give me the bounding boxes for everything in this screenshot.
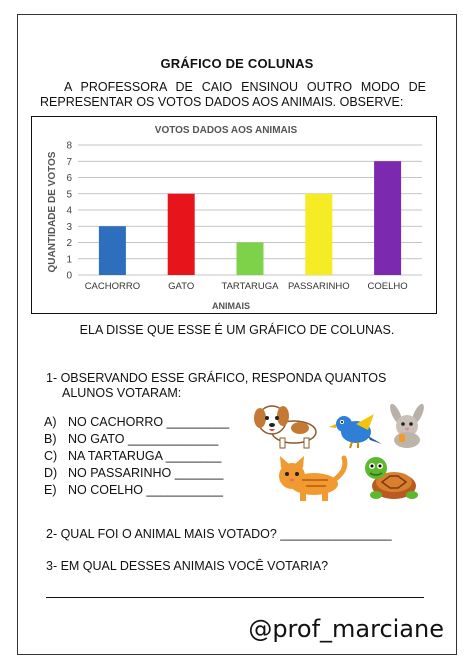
bird-icon	[328, 410, 384, 450]
chart-title: VOTOS DADOS AOS ANIMAIS	[154, 125, 298, 136]
bar-cachorro	[99, 226, 126, 275]
question-3: 3- EM QUAL DESSES ANIMAIS VOCÊ VOTARIA?	[46, 559, 329, 573]
option-letter: B)	[44, 432, 57, 446]
dog-icon	[252, 400, 322, 450]
option-letter: D)	[44, 466, 58, 480]
y-tick-label: 3	[66, 221, 72, 233]
option-text: NO GATO _____________	[68, 432, 219, 446]
option-text: NO CACHORRO _________	[68, 415, 230, 429]
question-2: 2- QUAL FOI O ANIMAL MAIS VOTADO? ________________	[46, 527, 392, 541]
chart-bars	[99, 161, 401, 275]
option-text: NA TARTARUGA ________	[68, 449, 222, 463]
chart-svg	[32, 117, 438, 315]
x-tick-label: GATO	[168, 281, 195, 292]
page-title: GRÁFICO DE COLUNAS	[160, 56, 314, 71]
question-1-continued: ALUNOS VOTARAM:	[62, 386, 182, 400]
answer-options	[44, 414, 229, 499]
option-letter: C)	[44, 449, 58, 463]
intro-line-1: A PROFESSORA DE CAIO ENSINOU OUTRO MODO DE	[64, 80, 426, 94]
bar-chart	[31, 116, 437, 314]
y-tick-label: 8	[66, 140, 72, 152]
intro-line-2: REPRESENTAR OS VOTOS DADOS AOS ANIMAIS. OBSERVE:	[40, 95, 404, 109]
y-tick-label: 2	[66, 238, 72, 249]
option-text: NO COELHO ___________	[68, 483, 223, 497]
x-tick-label: CACHORRO	[84, 281, 141, 292]
question-1: 1- OBSERVANDO ESSE GRÁFICO, RESPONDA QUANTOS	[46, 371, 387, 385]
bar-passarinho	[305, 194, 332, 275]
y-tick-label: 1	[66, 254, 72, 266]
option-d[interactable]	[44, 465, 229, 482]
turtle-icon	[360, 452, 422, 500]
chart-x-ticks	[85, 281, 408, 292]
option-letter: E)	[44, 483, 57, 497]
bar-tartaruga	[237, 243, 264, 276]
option-letter: A)	[44, 415, 57, 429]
cat-icon	[272, 452, 350, 502]
option-b[interactable]	[44, 431, 229, 448]
option-a[interactable]	[44, 414, 229, 431]
option-e[interactable]	[44, 482, 229, 499]
chart-caption: ELA DISSE QUE ESSE É UM GRÁFICO DE COLUNAS.	[79, 323, 395, 337]
chart-xlabel: ANIMAIS	[212, 301, 250, 311]
x-tick-label: TARTARUGA	[221, 281, 279, 292]
chart-y-ticks	[66, 141, 72, 282]
y-tick-label: 0	[66, 270, 72, 282]
answer-line[interactable]	[46, 597, 424, 598]
option-c[interactable]	[44, 448, 229, 465]
bar-gato	[168, 194, 195, 275]
option-text: NO PASSARINHO _______	[68, 466, 224, 480]
y-tick-label: 4	[66, 205, 72, 217]
y-tick-label: 7	[66, 156, 72, 168]
y-tick-label: 6	[66, 173, 72, 184]
y-tick-label: 5	[66, 189, 72, 201]
author-handle: @prof_marciane	[248, 615, 444, 643]
bar-coelho	[374, 161, 401, 275]
chart-ylabel: QUANTIDADE DE VOTOS	[47, 151, 58, 273]
rabbit-icon	[380, 402, 432, 448]
x-tick-label: COELHO	[367, 281, 408, 292]
intro-text	[40, 80, 426, 110]
x-tick-label: PASSARINHO	[288, 281, 350, 292]
